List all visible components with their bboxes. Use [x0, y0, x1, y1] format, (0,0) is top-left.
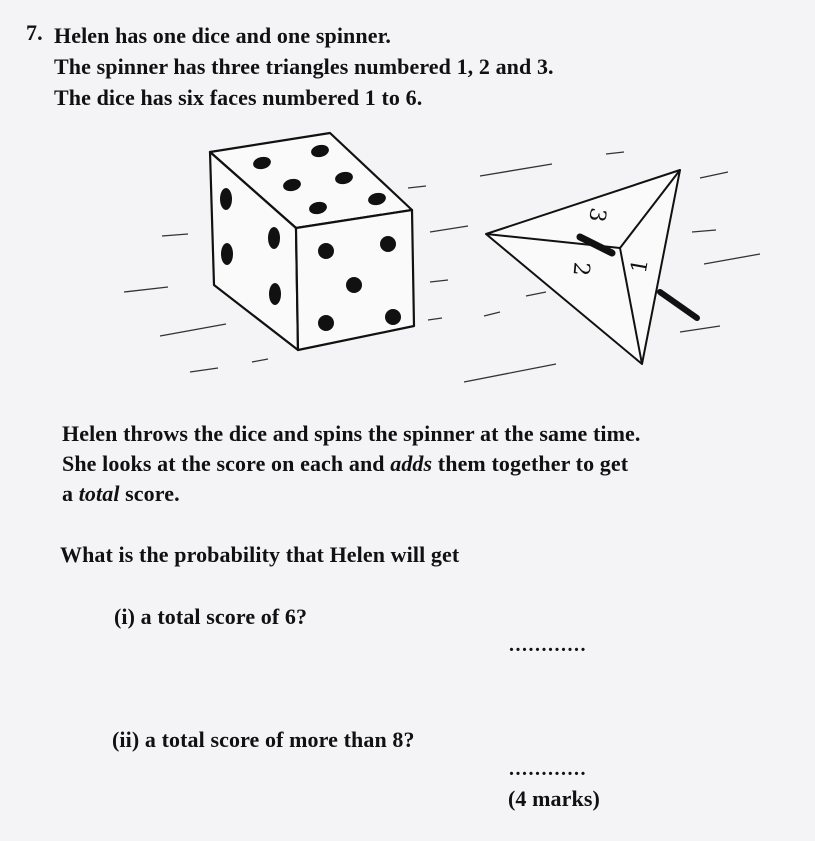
intro-line-1: Helen has one dice and one spinner. — [54, 23, 392, 48]
part-i-answer-line[interactable]: ............ — [509, 634, 587, 656]
description-line-2-start: She looks at the score on each and — [62, 451, 391, 476]
spinner-number-2: 2 — [567, 260, 594, 277]
probability-prompt: What is the probability that Helen will get — [60, 542, 460, 567]
emphasis-adds: adds — [390, 451, 433, 476]
part-ii-answer-line[interactable]: ............ — [509, 758, 587, 780]
description-line-3-start: a — [62, 481, 79, 506]
description-line-2-end: them together to get — [432, 451, 629, 476]
description-line-3 — [62, 481, 180, 507]
part-i-label: (i) a total score of 6? — [114, 604, 308, 629]
intro-line-3: The dice has six faces numbered 1 to 6. — [54, 85, 423, 110]
emphasis-total: total — [78, 481, 120, 506]
description-line-1: Helen throws the dice and spins the spinner at the same time. — [62, 421, 641, 446]
spinner-number-3: 3 — [583, 205, 611, 224]
spinner-number-1: 1 — [626, 257, 654, 276]
marks-label: (4 marks) — [508, 786, 600, 811]
description-line-3-end: score. — [119, 481, 180, 506]
intro-line-2: The spinner has three triangles numbered 1, 2 and 3. — [54, 54, 554, 79]
question-number: 7. — [26, 20, 43, 45]
part-ii-label: (ii) a total score of more than 8? — [112, 727, 415, 752]
description-line-2 — [62, 451, 628, 477]
